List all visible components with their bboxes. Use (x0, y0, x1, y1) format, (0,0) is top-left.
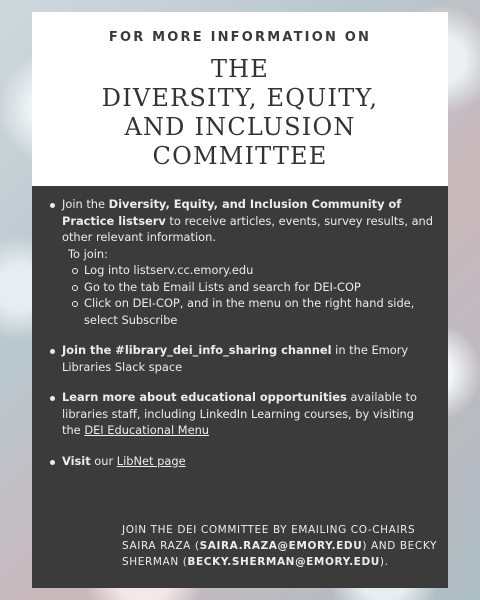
join-step: Go to the tab Email Lists and search for DEI-COP (84, 279, 434, 296)
education-bold: Learn more about educational opportunities (62, 390, 347, 404)
flyer-body (32, 186, 448, 588)
list-item-visit (62, 453, 434, 470)
header-title (32, 55, 448, 171)
footer-text: JOIN THE DEI COMMITTEE BY EMAILING CO-CHAIRS SAIRA RAZA ( (122, 524, 416, 552)
libnet-page-link[interactable]: LibNet page (116, 453, 186, 468)
info-list (32, 186, 448, 469)
join-steps (62, 262, 434, 328)
flyer-header (32, 12, 448, 186)
title-line: THE (210, 55, 270, 83)
footer-text: ) AND BECKY SHERMAN ( (122, 540, 437, 568)
listserv-bold: Diversity, Equity, and Inclusion Community of Practice listserv (62, 197, 402, 228)
flyer-card (32, 12, 448, 588)
list-item-slack (62, 342, 434, 375)
list-item-education (62, 389, 434, 439)
title-line: COMMITTEE (152, 142, 328, 170)
listserv-rest: to receive articles, events, survey results, and other relevant information. (62, 213, 434, 244)
join-step: Log into listserv.cc.emory.edu (84, 262, 434, 279)
education-rest: available to libraries staff, including LinkedIn Learning courses, by visiting the (62, 390, 417, 437)
title-line: AND INCLUSION (124, 113, 356, 141)
email-saira: SAIRA.RAZA@EMORY.EDU (199, 540, 363, 552)
join-step: Click on DEI-COP, and in the menu on the right hand side, select Subscribe (84, 295, 434, 328)
header-kicker: FOR MORE INFORMATION ON (108, 30, 372, 45)
title-line: DIVERSITY, EQUITY, (101, 84, 379, 112)
listserv-lead: Join the (62, 197, 109, 211)
footer-text: ). (379, 556, 389, 568)
slack-bold: Join the #library_dei_info_sharing channel (62, 343, 332, 357)
to-join-label: To join: (68, 246, 108, 261)
list-item-listserv (62, 196, 434, 328)
email-becky: BECKY.SHERMAN@EMORY.EDU (187, 556, 380, 568)
visit-rest: our (90, 453, 117, 468)
dei-educational-menu-link[interactable]: DEI Educational Menu (84, 423, 210, 437)
footer-contact (122, 522, 438, 570)
slack-rest: in the Emory Libraries Slack space (62, 343, 409, 374)
visit-bold: Visit (62, 453, 91, 468)
